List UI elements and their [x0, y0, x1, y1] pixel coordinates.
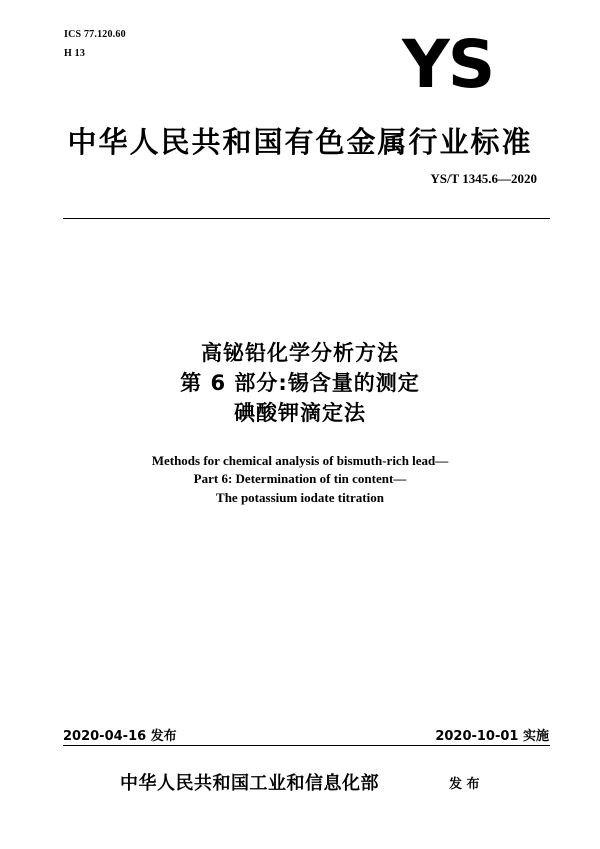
- title-zh-line-3: 碘酸钾滴定法: [234, 401, 366, 425]
- header-divider: [63, 218, 550, 219]
- implementation-date: 2020-10-01 实施: [435, 729, 549, 744]
- standard-organization-title: 中华人民共和国有色金属行业标准: [67, 125, 533, 159]
- ccs-code: H 13: [64, 48, 86, 59]
- standard-number: YS/T 1345.6—2020: [430, 171, 537, 186]
- title-en-line-3: The potassium iodate titration: [216, 490, 384, 505]
- publisher-name: 中华人民共和国工业和信息化部: [120, 773, 379, 794]
- title-zh-line-1: 高铋铅化学分析方法: [201, 341, 399, 365]
- publish-label: 发 布: [449, 777, 480, 792]
- ys-logo: [402, 26, 526, 103]
- issue-date: 2020-04-16 发布: [63, 729, 177, 744]
- title-en-line-2: Part 6: Determination of tin content—: [193, 471, 407, 486]
- ics-code: ICS 77.120.60: [64, 29, 126, 40]
- footer-divider: [63, 745, 550, 746]
- title-zh-line-2: 第 6 部分:锡含量的测定: [180, 371, 420, 395]
- ys-logo-text: YS: [402, 26, 494, 103]
- title-en-line-1: Methods for chemical analysis of bismuth-rich lead—: [151, 453, 449, 468]
